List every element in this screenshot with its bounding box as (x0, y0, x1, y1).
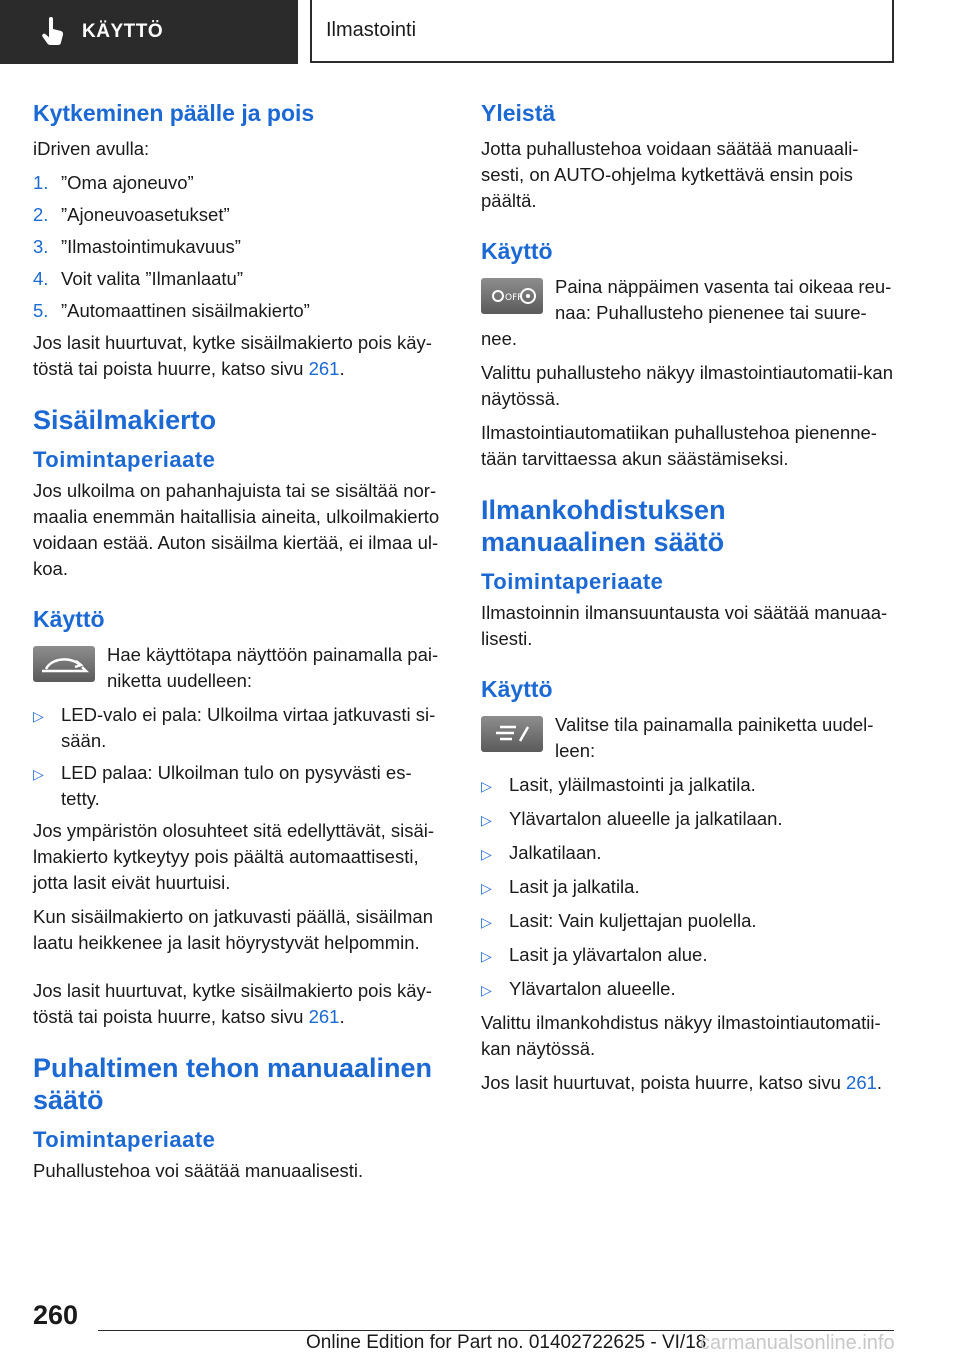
body-text: Jos ympäristön olosuhteet sitä edellyttävät, sisäi-lmakierto kytkeytyy pois päältä automaattisesti, jotta lasit eivät huurtuisi. (33, 820, 435, 893)
watermark: carmanualsonline.info (700, 1332, 895, 1354)
heading-kytkeminen: Kytkeminen päälle ja pois (33, 100, 315, 126)
list-item: ▷ LED palaa: Ulkoilman tulo on pysyvästi es-tetty. (33, 762, 412, 809)
page-number: 260 (33, 1300, 79, 1330)
page-link[interactable]: 261 (846, 1072, 877, 1093)
heading-puhaltimen: Puhaltimen tehon manuaalinen säätö (33, 1053, 433, 1115)
list-item: ▷ Lasit ja ylävartalon alue. (481, 944, 708, 965)
icon-paragraph: Hae käyttötapa näyttöön painamalla pai-niketta uudelleen: (33, 642, 449, 702)
bullet-list (481, 772, 897, 1004)
list-item: 4. Voit valita ”Ilmanlaatu” (33, 268, 244, 289)
edition-text: Online Edition for Part no. 01402722625 - VI/18 (306, 1332, 707, 1353)
body-text: Valittu puhallusteho näkyy ilmastointiautomatii-kan näytössä. (481, 362, 894, 409)
list-item: ▷ Lasit ja jalkatila. (481, 876, 640, 897)
body-text: Ilmastoinnin ilmansuuntausta voi säätää manuaa-lisesti. (481, 602, 888, 649)
section-tab (0, 0, 298, 64)
footer-divider (98, 1330, 894, 1331)
fan-speed-icon (481, 278, 543, 314)
body-text: Puhallustehoa voi säätää manuaalisesti. (33, 1160, 364, 1181)
body-text: Ilmastointiautomatiikan puhallustehoa pienenne-tään tarvittaessa akun säästämiseksi. (481, 422, 877, 469)
body-text: Valittu ilmankohdistus näkyy ilmastointiautomatii-kan näytössä. (481, 1012, 881, 1059)
list-item: 2. ”Ajoneuvoasetukset” (33, 204, 230, 225)
heading-kaytto: Käyttö (481, 676, 553, 702)
air-recirculation-icon (33, 646, 95, 682)
heading-kaytto: Käyttö (481, 238, 553, 264)
section-title: KÄYTTÖ (82, 21, 164, 42)
list-item: ▷ Ylävartalon alueelle. (481, 978, 676, 999)
chapter-tab (310, 0, 894, 63)
pointing-hand-icon (40, 17, 66, 47)
list-item: ▷ LED-valo ei pala: Ulkoilma virtaa jatkuvasti si-sään. (33, 704, 436, 751)
page-link[interactable]: 261 (308, 1006, 340, 1027)
steps-list (33, 170, 449, 324)
note-text: Jos lasit huurtuvat, kytke sisäilmakierto pois käy-töstä tai poista huurre, katso sivu 261. (33, 980, 432, 1027)
body-text: Jotta puhallustehoa voidaan säätää manuaali-sesti, on AUTO-ohjelma kytkettävä ensin pois päältä. (481, 138, 859, 211)
list-item: 5. ”Automaattinen sisäilmakierto” (33, 300, 310, 321)
heading-ilmankohdistus: Ilmankohdistuksen manuaalinen säätö (481, 495, 726, 557)
list-item: ▷ Lasit, yläilmastointi ja jalkatila. (481, 774, 756, 795)
page-header (0, 0, 960, 66)
body-text: Jos ulkoilma on pahanhajuista tai se sisältää nor-maalia enemmän haitallisia aineita, ulkoilmakierto voidaan estää. Auton sisäilma kiertää, ei ilmaa ul-koa. (33, 480, 440, 579)
list-item: 1. ”Oma ajoneuvo” (33, 172, 194, 193)
heading-sisailmakierto: Sisäilmakierto (33, 405, 217, 435)
subheading-toimintaperiaate: Toimintaperiaate (33, 447, 216, 472)
page-link[interactable]: 261 (308, 358, 340, 379)
right-column (481, 98, 897, 1104)
note-text: Jos lasit huurtuvat, kytke sisäilmakierto pois käy-töstä tai poista huurre, katso sivu 261. (33, 332, 432, 379)
list-item: ▷ Lasit: Vain kuljettajan puolella. (481, 910, 757, 931)
list-item: ▷ Ylävartalon alueelle ja jalkatilaan. (481, 808, 783, 829)
left-column (33, 98, 449, 1192)
subheading-toimintaperiaate: Toimintaperiaate (481, 569, 664, 594)
bullet-list (33, 702, 449, 812)
icon-paragraph: Valitse tila painamalla painiketta uudel-leen: (481, 712, 897, 772)
subheading-toimintaperiaate: Toimintaperiaate (33, 1127, 216, 1152)
list-item: 3. ”Ilmastointimukavuus” (33, 236, 241, 257)
svg-text:OFF: OFF (505, 293, 523, 303)
list-item: ▷ Jalkatilaan. (481, 842, 602, 863)
intro-text: iDriven avulla: (33, 138, 150, 159)
heading-kaytto: Käyttö (33, 606, 105, 632)
body-text: Kun sisäilmakierto on jatkuvasti päällä, sisäilman laatu heikkenee ja lasit höyrystyvät helpommin. (33, 906, 433, 953)
icon-paragraph: OFF Paina näppäimen vasenta tai oikeaa reu-naa: Puhallusteho pienenee tai suure-nee. (481, 276, 892, 349)
chapter-title: Ilmastointi (326, 19, 417, 41)
note-text: Jos lasit huurtuvat, poista huurre, katso sivu 261. (481, 1072, 883, 1093)
air-distribution-icon (481, 716, 543, 752)
heading-yleista: Yleistä (481, 100, 556, 126)
